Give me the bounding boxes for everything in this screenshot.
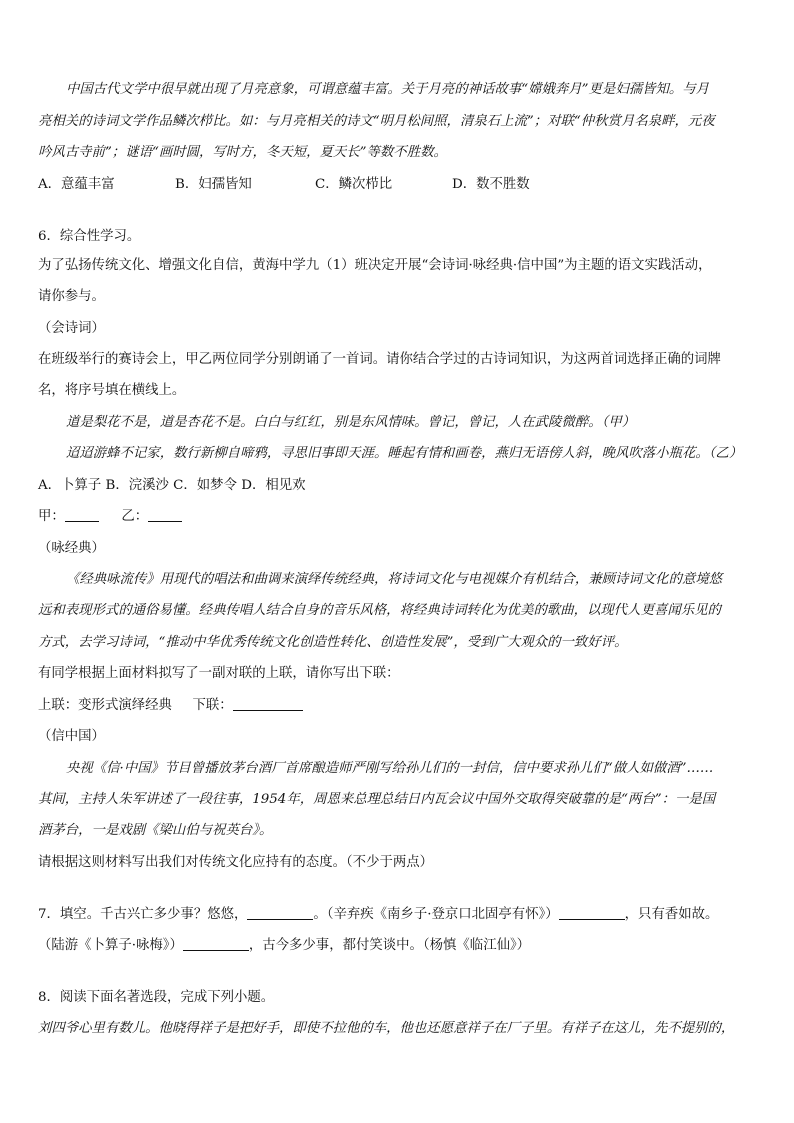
q6-classics-line-2: 远和表现形式的通俗易懂。经典传唱人结合自身的音乐风格，将经典诗词转化为优美的歌曲，以现代人更喜闻乐见的 <box>38 603 721 618</box>
q7-part-5: ，古今多少事，都付笑谈中。（杨慎《临江仙》） <box>248 938 531 953</box>
q5-paragraph-line-2: 亮相关的诗词文学作品鳞次栉比。如：与月亮相关的诗文“明月松间照，清泉石上流”；对联“仲秋赏月名泉畔，元夜 <box>38 114 715 129</box>
q6-fill-label-b: 乙： <box>121 509 149 524</box>
q6-couplet-lower-blank[interactable] <box>233 696 303 711</box>
q7-part-4: （陆游《卜算子·咏梅》） <box>38 938 183 953</box>
q6-cipai-choices: A．卜算子 B．浣溪沙 C．如梦令 D．相见欢 <box>38 478 306 493</box>
q7-blank-1[interactable] <box>247 905 313 920</box>
q6-china-line-1: 央视《信·中国》节目曾播放茅台酒厂首席酿造师严刚写给孙儿们的一封信，信中要求孙儿们“做人如做酒”…… <box>66 761 714 776</box>
q7-blank-2[interactable] <box>559 905 625 920</box>
q6-poem-b: 迢迢游蜂不记家，数行新柳自啼鸦，寻思旧事即天涯。睡起有情和画卷，燕归无语傍人斜，晚风吹落小瓶花。（乙） <box>66 446 743 461</box>
q6-intro-line-2: 请你参与。 <box>38 289 105 304</box>
q8-title: 8．阅读下面名著选段，完成下列小题。 <box>38 990 275 1005</box>
q8-excerpt-line-1: 刘四爷心里有数儿。他晓得祥子是把好手，即使不拉他的车，他也还愿意祥子在厂子里。有祥子在这儿，先不提别的， <box>38 1021 735 1036</box>
q6-couplet-upper: 上联：变形式演绎经典 <box>38 698 172 713</box>
q7-line-2 <box>38 936 758 956</box>
q5-option-d: D．数不胜数 <box>452 177 530 192</box>
q5-option-a: A．意蕴丰富 <box>38 177 115 192</box>
q7-part-3: ，只有香如故。 <box>624 907 719 922</box>
q6-section-heading-poetry: （会诗词） <box>38 321 105 336</box>
q5-option-b: B．妇孺皆知 <box>175 177 252 192</box>
q6-blank-a[interactable] <box>65 507 99 522</box>
q6-blank-b[interactable] <box>148 507 182 522</box>
q6-couplet-question: 有同学根据上面材料拟写了一副对联的上联，请你写出下联： <box>38 666 400 681</box>
q6-china-line-3: 酒茅台，一是戏剧《梁山伯与祝英台》。 <box>38 823 273 838</box>
q6-intro-line-1: 为了弘扬传统文化、增强文化自信，黄海中学九（1）班决定开展“会诗词·咏经典·信中国”为主题的语文实践活动， <box>38 258 712 273</box>
q7-blank-3[interactable] <box>183 936 249 951</box>
q6-section-heading-classics: （咏经典） <box>38 541 105 556</box>
q7-part-1: 7．填空。千古兴亡多少事？悠悠， <box>38 907 248 922</box>
q7-part-2: 。（辛弃疾《南乡子·登京口北固亭有怀》） <box>313 907 559 922</box>
q5-option-c: C．鳞次栉比 <box>315 177 393 192</box>
q6-fill-label-a: 甲： <box>38 509 65 524</box>
q6-poem-a: 道是梨花不是，道是杏花不是。白白与红红，别是东风情味。曾记，曾记，人在武陵微醉。（甲） <box>66 415 636 430</box>
q6-china-line-2: 其间，主持人朱军讲述了一段往事，1954年，周恩来总理总结日内瓦会议中国外交取得突破靠的是“两台”：一是国 <box>38 792 716 807</box>
q6-classics-line-1: 《经典咏流传》用现代的唱法和曲调来演绎传统经典，将诗词文化与电视媒介有机结合，兼顾诗词文化的意境悠 <box>66 572 723 587</box>
q6-title: 6．综合性学习。 <box>38 229 141 244</box>
q6-couplet-lower-label: 下联： <box>192 698 233 713</box>
q6-classics-line-3: 方式，去学习诗词，“推动中华优秀传统文化创造性转化、创造性发展”，受到广大观众的一致好评。 <box>38 635 628 650</box>
q6-section-heading-china: （信中国） <box>38 729 105 744</box>
q6-fill-row <box>38 507 758 527</box>
q6-attitude-question: 请根据这则材料写出我们对传统文化应持有的态度。（不少于两点） <box>38 855 434 870</box>
q5-paragraph-line-1: 中国古代文学中很早就出现了月亮意象，可谓意蕴丰富。关于月亮的神话故事“嫦娥奔月”更是妇孺皆知。与月 <box>66 82 710 97</box>
q5-paragraph-line-3: 吟风古寺前”；谜语“画时圆，写时方，冬天短，夏天长”等数不胜数。 <box>38 145 447 160</box>
q7-line-1 <box>38 905 758 925</box>
q6-poetry-line-1: 在班级举行的赛诗会上，甲乙两位同学分别朗诵了一首词。请你结合学过的古诗词知识，为这两首词选择正确的词牌 <box>38 352 721 367</box>
q6-couplet-row <box>38 696 758 716</box>
q6-poetry-line-2: 名，将序号填在横线上。 <box>38 383 186 398</box>
